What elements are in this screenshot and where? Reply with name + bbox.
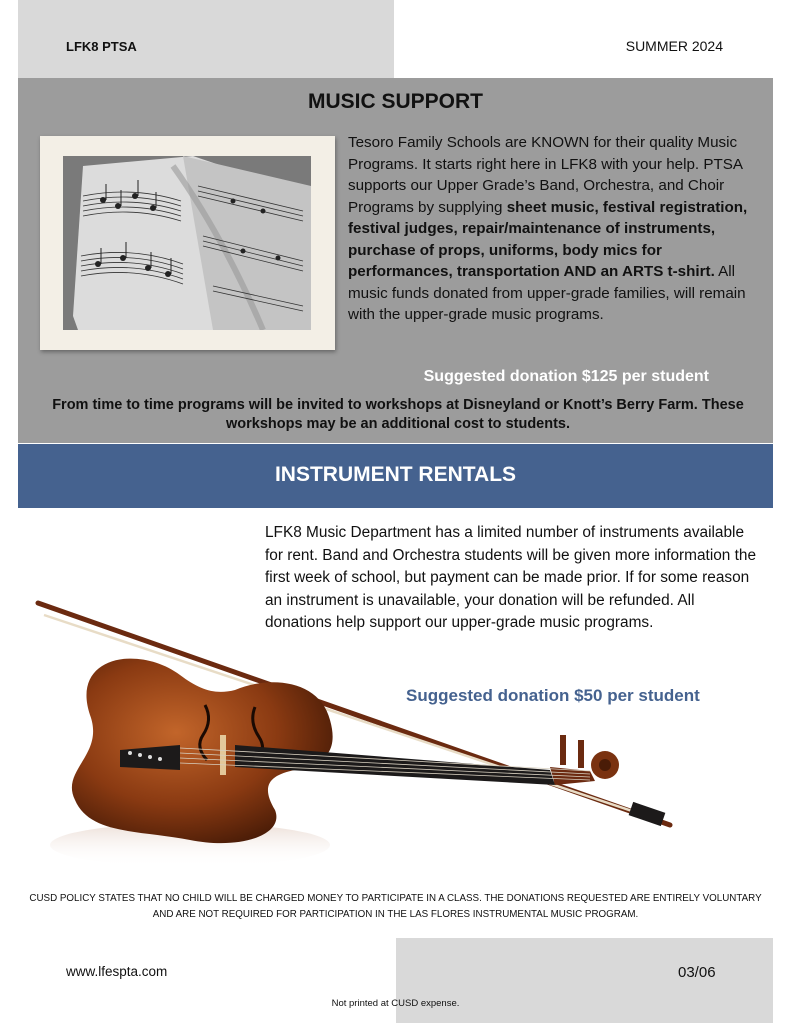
cusd-policy-disclaimer: CUSD POLICY STATES THAT NO CHILD WILL BE CHARGED MONEY TO PARTICIPATE IN A CLASS. THE DONATIONS REQUESTED ARE ENTIRELY VOLUNTARY AND ARE NOT REQUIRED FOR PARTICIPATION IN THE LAS FLORES INSTRUMENTAL MUSIC PROGRAM. <box>29 893 762 920</box>
sheet-music-image <box>63 156 311 330</box>
sheet-music-photo <box>40 136 335 350</box>
music-rest-text: All music funds donated from upper-grade families, will remain with the upper-grade music programs. <box>348 263 746 323</box>
page-number: 03/06 <box>678 964 716 981</box>
sheet-music-illustration <box>63 156 311 330</box>
instrument-rentals-banner <box>18 444 773 508</box>
footer-website[interactable]: www.lfespta.com <box>66 964 168 979</box>
footer-background <box>396 938 773 1023</box>
header-org-name: LFK8 PTSA <box>66 39 137 54</box>
music-support-description <box>348 132 758 326</box>
music-funded-items: sheet music, festival registration, festival judges, repair/maintenance of instruments, purchase of props, uniforms, body mics for performances, transportation AND an ARTS t-shirt. <box>348 198 748 280</box>
music-workshop-note: From time to time programs will be invited to workshops at Disneyland or Knott’s Berry Farm. These workshops may be an additional cost to students. <box>52 397 744 432</box>
music-support-section <box>18 78 773 443</box>
music-suggested-donation: Suggested donation $125 per student <box>423 368 709 385</box>
violin-illustration <box>30 595 690 875</box>
instrument-rentals-description: LFK8 Music Department has a limited number of instruments available for rent. Band and Orchestra students will be given more information the first week of school, but payment can be made prior. If for some reason an instrument is unavailable, your donation will be refunded. All donations help support our upper-grade music programs. <box>265 524 757 631</box>
music-support-title: MUSIC SUPPORT <box>307 90 483 113</box>
header-issue-label: SUMMER 2024 <box>625 38 723 54</box>
rentals-suggested-donation: Suggested donation $50 per student <box>406 686 700 705</box>
music-intro-text: Tesoro Family Schools are KNOWN for their quality Music Programs. It starts right here in LFK8 with your help. PTSA supports our Upper Grade’s Band, Orchestra, and Choir Programs by supplying <box>348 134 743 216</box>
footer-print-note: Not printed at CUSD expense. <box>331 998 460 1009</box>
instrument-rentals-title: INSTRUMENT RENTALS <box>274 463 517 486</box>
